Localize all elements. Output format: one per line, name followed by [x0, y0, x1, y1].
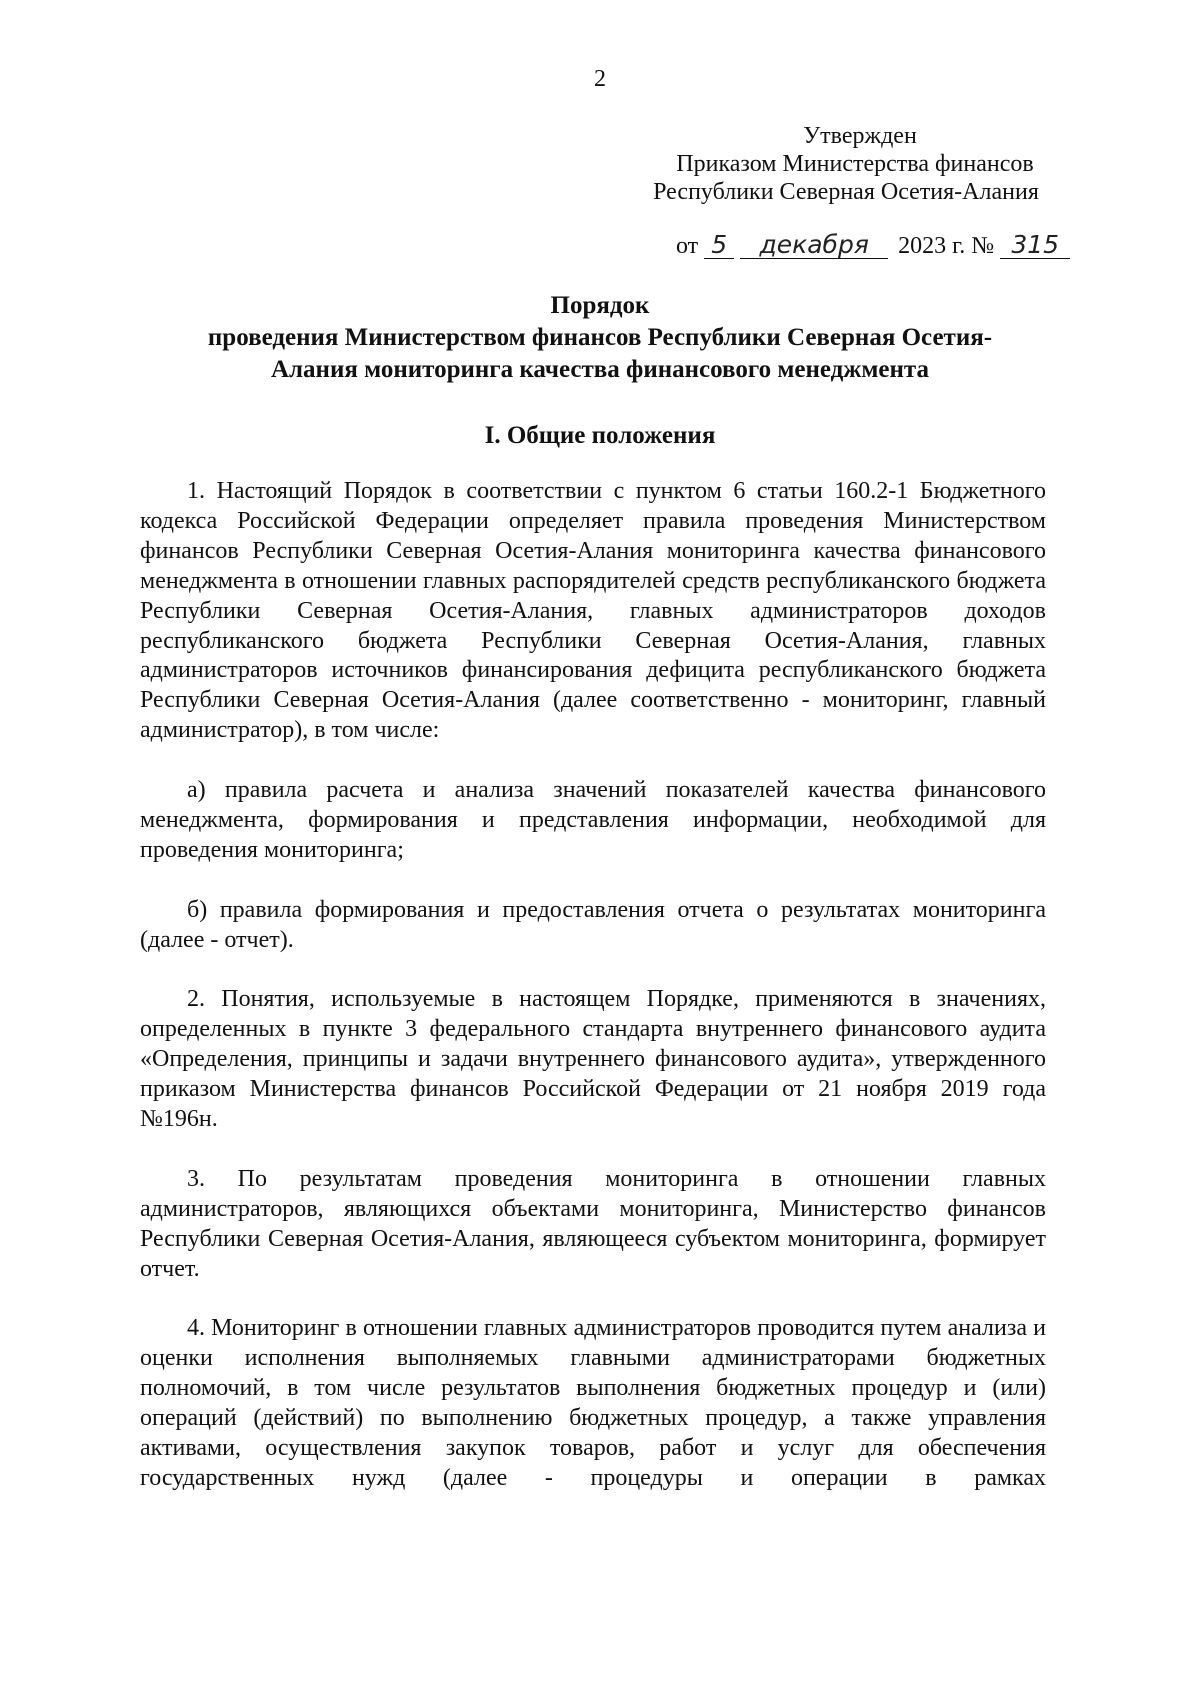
approval-line-1: Утвержден	[803, 123, 917, 149]
approval-stamp	[640, 122, 1070, 206]
paragraph-3: 3. По результатам проведения мониторинга в отношении главных администраторов, являющихся объектами мониторинга, Министерство финансов Республики Северная Осетия-Алания, являющееся субъектом мониторинга, формирует отчет.	[140, 1165, 1046, 1282]
title-line-2: проведения Министерством финансов Республики Северная Осетия-	[207, 324, 993, 351]
section-heading: I. Общие положения	[484, 422, 716, 449]
date-prefix: от	[676, 233, 699, 259]
paragraph-1: 1. Настоящий Порядок в соответствии с пунктом 6 статьи 160.2-1 Бюджетного кодекса Российской Федерации определяет правила проведения Министерством финансов Республики Северная Осетия-Алания мониторинга качества финансового менеджмента в отношении главных распорядителей средств республиканского бюджета Республики Северная Осетия-Алания, главных администраторов доходов республиканского бюджета Республики Северная Осетия-Алания, главных администраторов источников финансирования дефицита республиканского бюджета Республики Северная Осетия-Алания (далее соответственно - мониторинг, главный администратор), в том числе:	[140, 478, 1046, 744]
handwritten-day: 5	[704, 232, 734, 259]
title-line-1: Порядок	[550, 292, 650, 319]
approval-line-2: Приказом Министерства финансов	[676, 151, 1034, 177]
approval-line-3: Республики Северная Осетия-Алания	[653, 179, 1039, 205]
paragraph-1a: а) правила расчета и анализа значений показателей качества финансового менеджмента, формирования и представления информации, необходимой для проведения мониторинга;	[140, 777, 1046, 863]
document-body	[140, 477, 1046, 1494]
paragraph-1b: б) правила формирования и предоставления отчета о результатах мониторинга (далее - отчет).	[140, 896, 1046, 953]
order-date-line	[676, 232, 1070, 260]
title-line-3: Алания мониторинга качества финансового менеджмента	[270, 356, 930, 383]
paragraph-2: 2. Понятия, используемые в настоящем Порядке, применяются в значениях, определенных в пункте 3 федерального стандарта внутреннего финансового аудита «Определения, принципы и задачи внутреннего финансового аудита», утвержденного приказом Министерства финансов Российской Федерации от 21 ноября 2019 года №196н.	[140, 986, 1046, 1132]
date-year-and-number-label: 2023 г. №	[898, 233, 995, 259]
page-number: 2	[594, 66, 606, 92]
handwritten-order-number: 315	[1000, 232, 1070, 259]
paragraph-4: 4. Мониторинг в отношении главных администраторов проводится путем анализа и оценки исполнения выполняемых главными администраторами бюджетных полномочий, в том числе результатов выполнения бюджетных процедур и (или) операций (действий) по выполнению бюджетных процедур, а также управления активами, осуществления закупок товаров, работ и услуг для обеспечения государственных нужд (далее - процедуры и операции в рамках	[140, 1315, 1046, 1491]
handwritten-month: декабря	[740, 232, 888, 259]
document-title	[150, 290, 1050, 386]
